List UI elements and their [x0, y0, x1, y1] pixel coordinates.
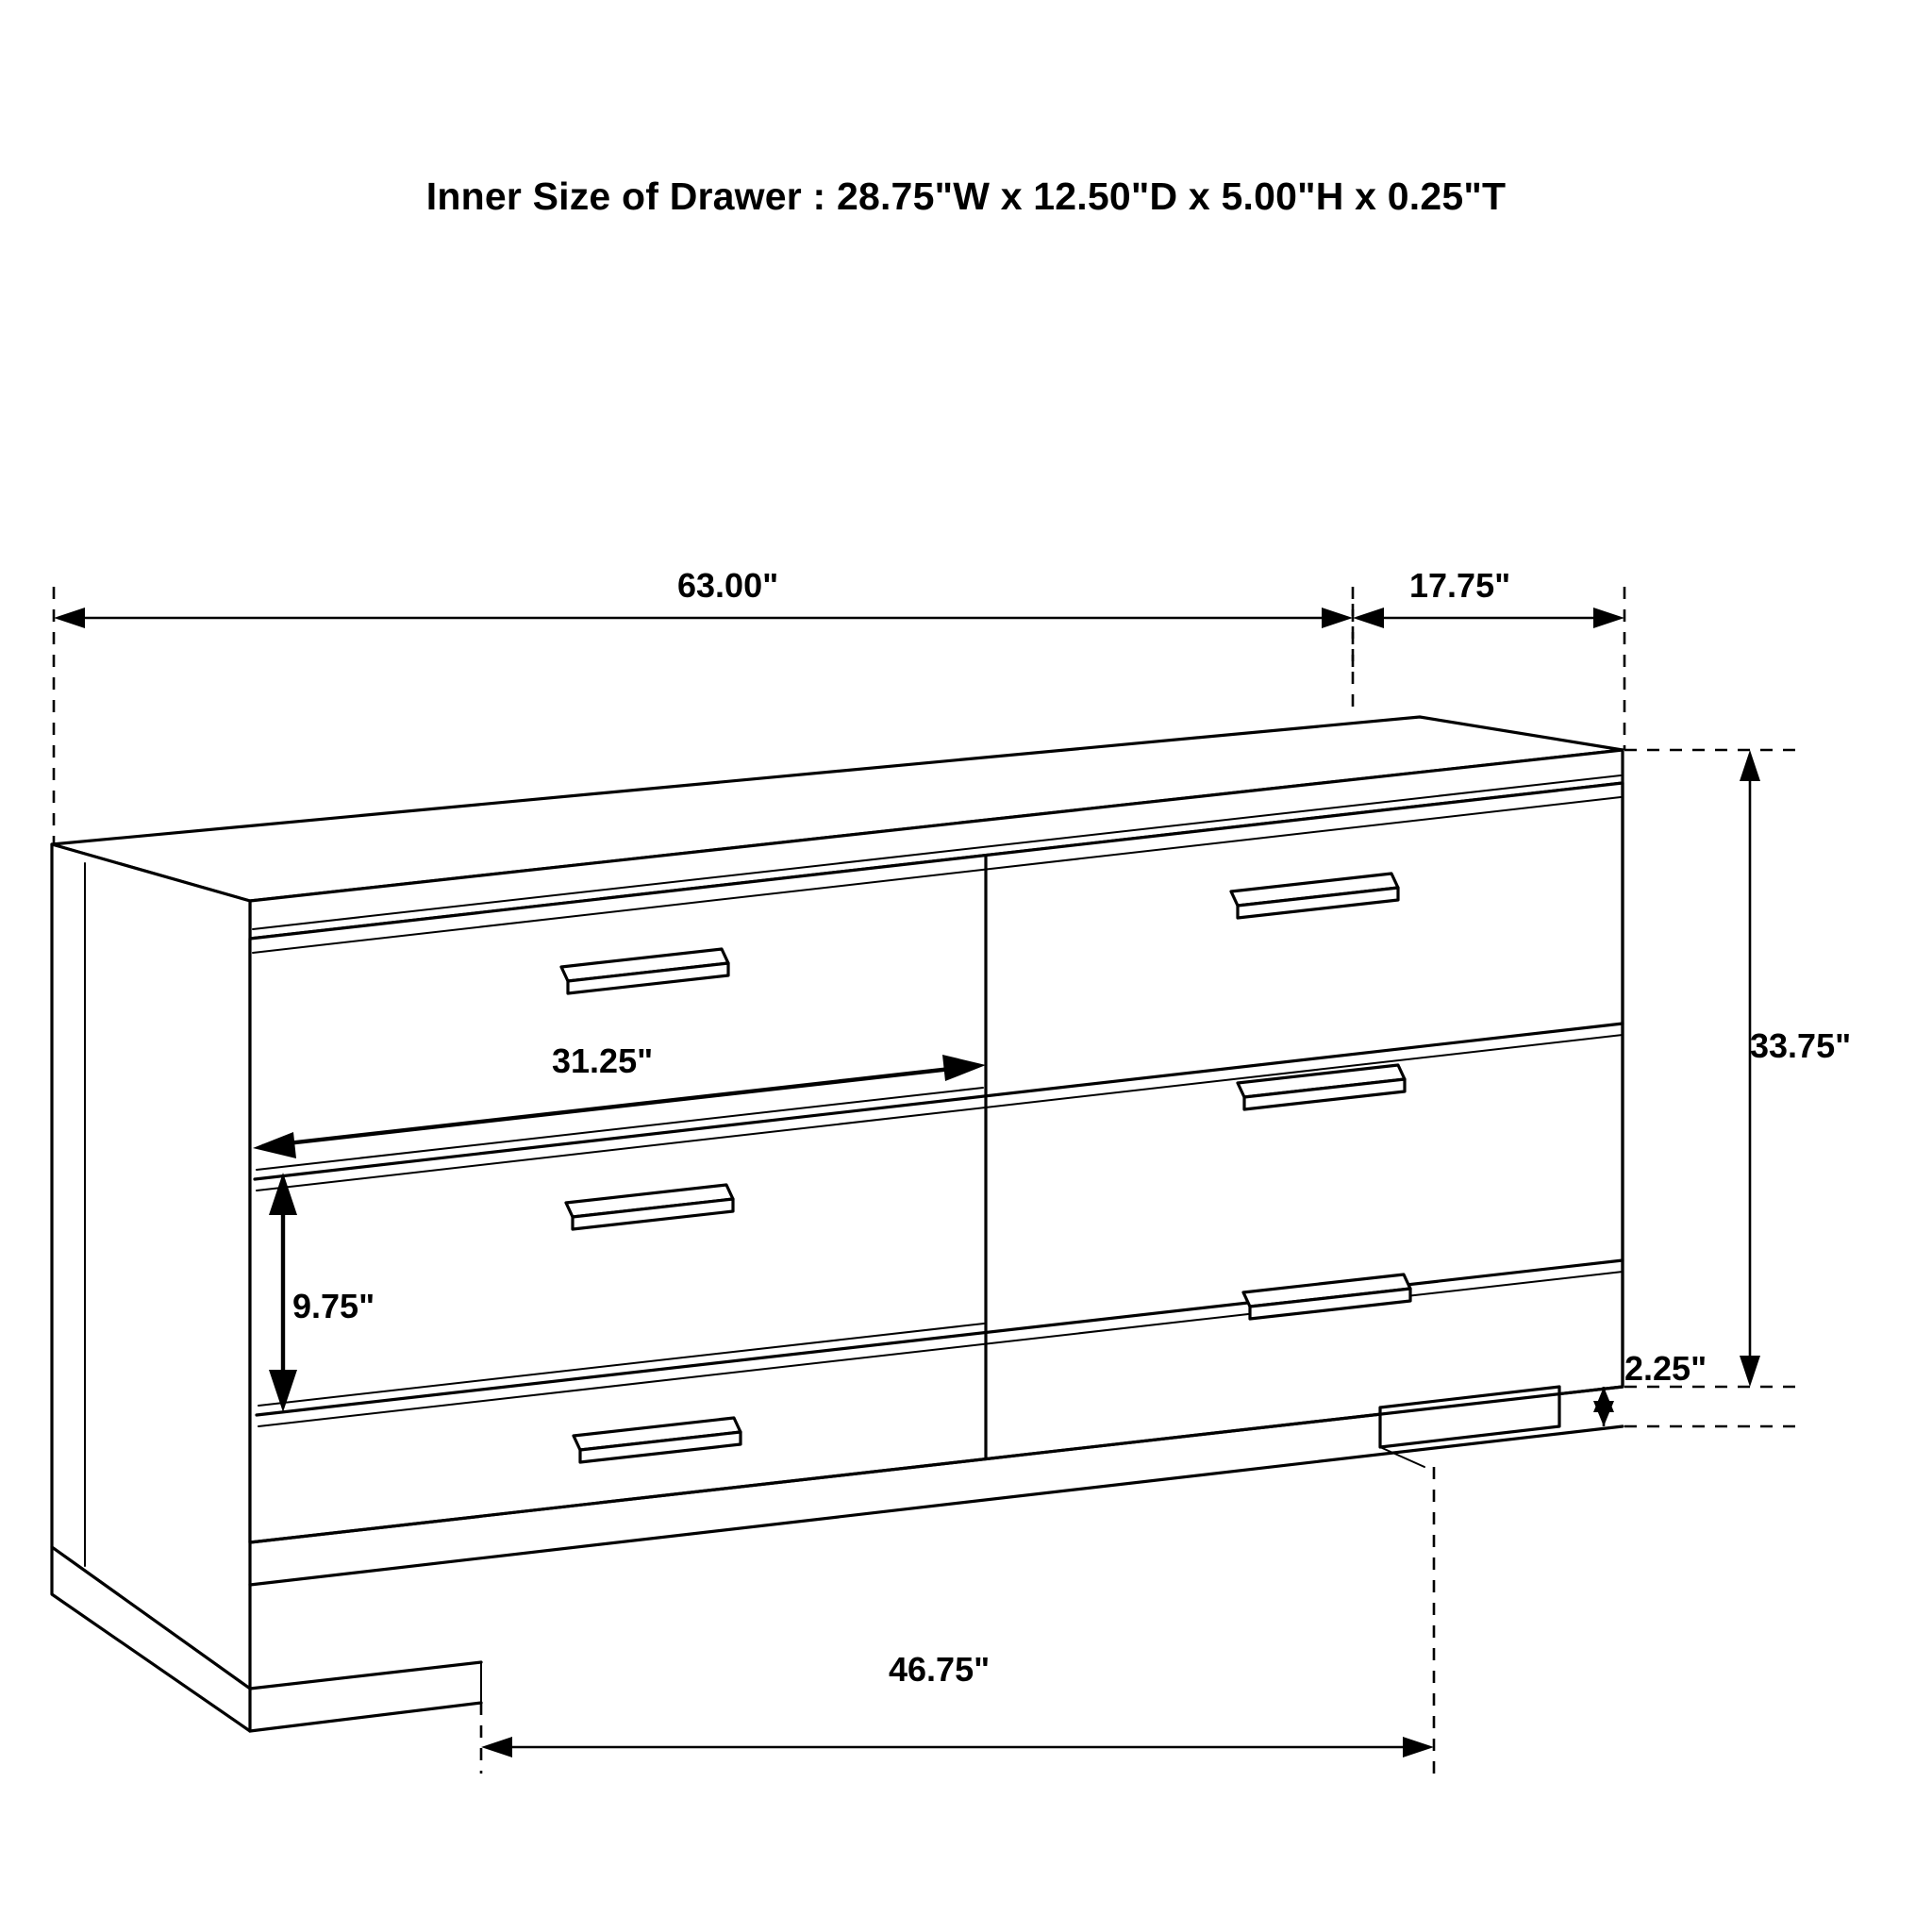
page-title: Inner Size of Drawer : 28.75"W x 12.50"D x 5.00"H x 0.25"T [425, 175, 1507, 218]
dimension-overall-height: 33.75" [1750, 1026, 1852, 1065]
dimension-overall-width: 63.00" [677, 566, 779, 605]
dimension-base-height: 2.25" [1624, 1349, 1707, 1388]
dimension-foot-span: 46.75" [889, 1650, 991, 1689]
dimension-overall-depth: 17.75" [1409, 566, 1511, 605]
dimension-drawer-front-height: 9.75" [292, 1287, 375, 1325]
dimension-drawer-front-width: 31.25" [552, 1041, 654, 1080]
